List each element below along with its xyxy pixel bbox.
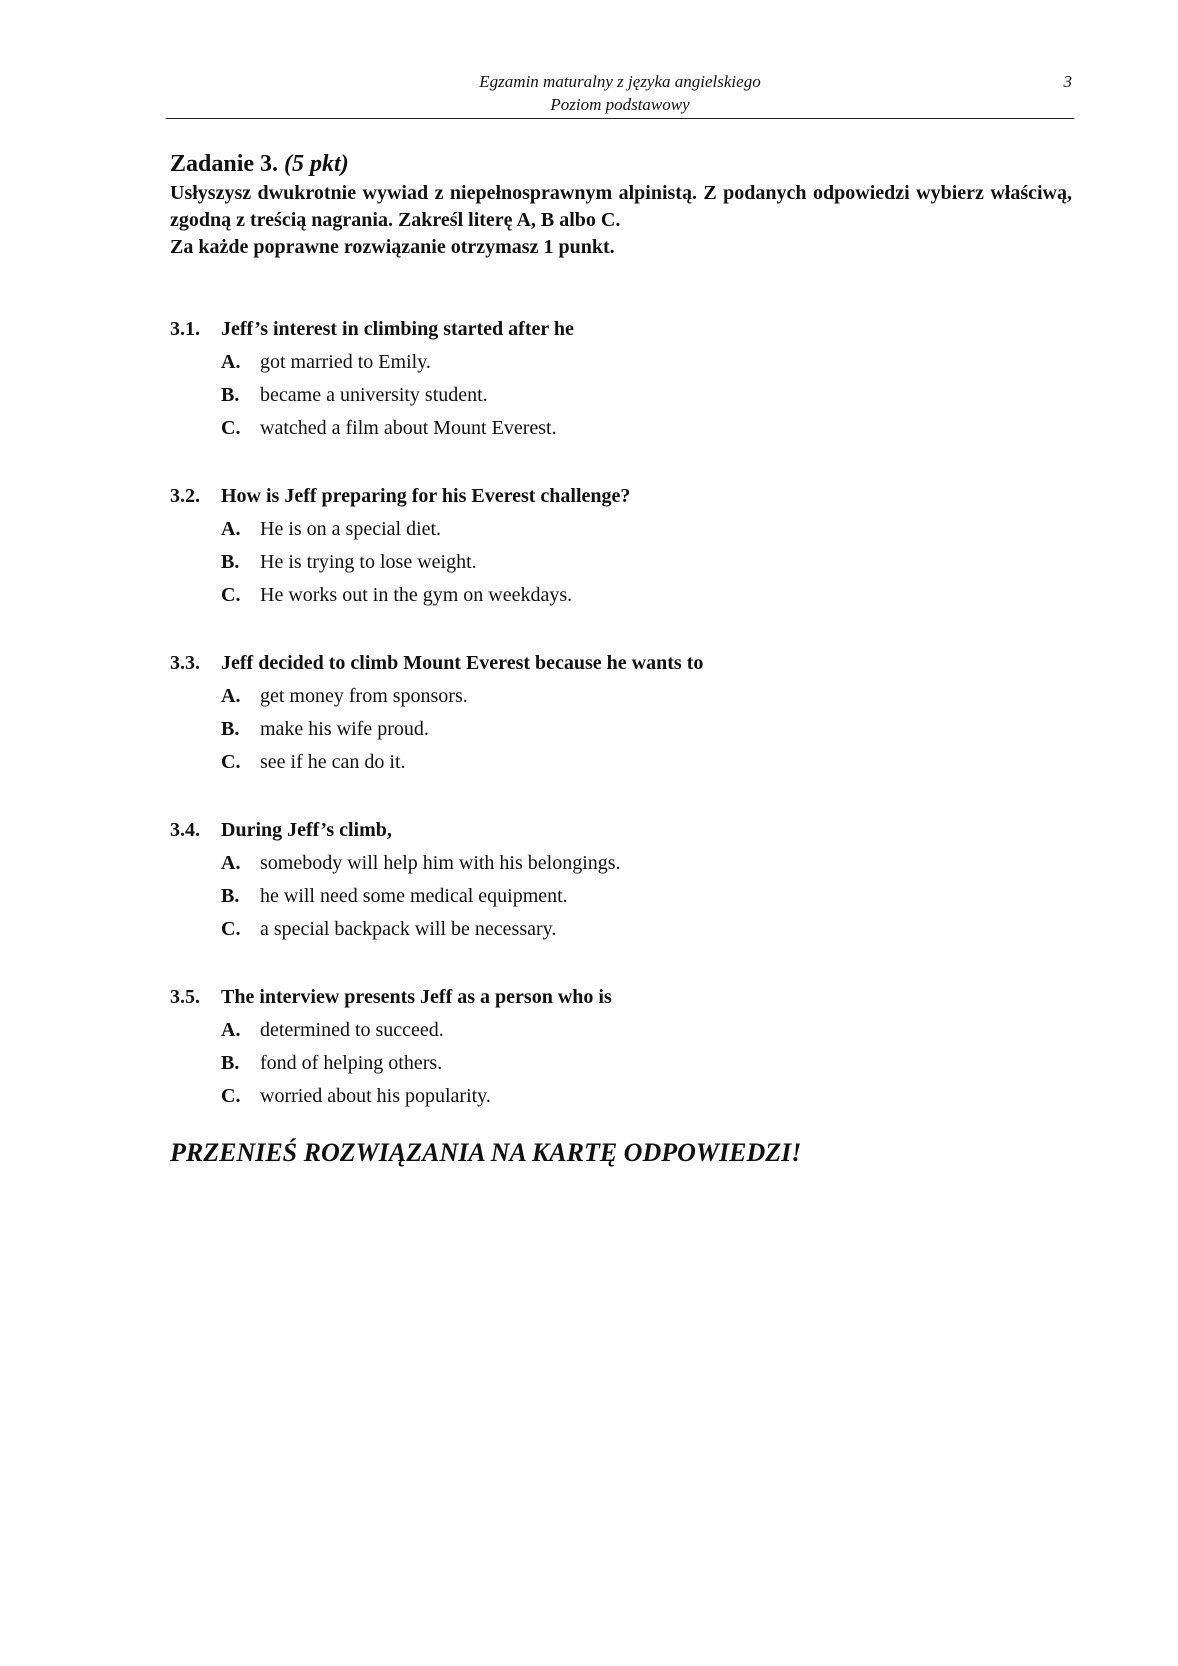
answer-option-b[interactable]: [170, 546, 1072, 579]
option-text: get money from sponsors.: [260, 685, 468, 707]
option-text: see if he can do it.: [260, 751, 406, 773]
question-heading: [170, 313, 1072, 346]
option-text: somebody will help him with his belongings.: [260, 852, 621, 874]
exam-level: Poziom podstawowy: [550, 95, 690, 114]
answer-option-a[interactable]: [170, 513, 1072, 546]
question-3-4: [170, 814, 1072, 946]
option-letter: B.: [221, 551, 240, 573]
option-text: worried about his popularity.: [260, 1085, 491, 1107]
answer-options: [170, 1014, 1072, 1113]
question-heading: [170, 480, 1072, 513]
answer-option-b[interactable]: [170, 379, 1072, 412]
question-text: The interview presents Jeff as a person who is: [221, 986, 612, 1008]
option-text: He is on a special diet.: [260, 518, 442, 540]
answer-options: [170, 513, 1072, 612]
answer-options: [170, 346, 1072, 445]
answer-option-a[interactable]: [170, 1014, 1072, 1047]
option-letter: B.: [221, 1052, 240, 1074]
question-3-2: [170, 480, 1072, 612]
task-title: [170, 148, 349, 180]
option-text: became a university student.: [260, 384, 488, 406]
question-text: Jeff’s interest in climbing started after he: [221, 318, 574, 340]
option-letter: C.: [221, 417, 241, 439]
question-heading: [170, 981, 1072, 1014]
answer-option-a[interactable]: [170, 680, 1072, 713]
option-letter: C.: [221, 1085, 241, 1107]
option-text: He works out in the gym on weekdays.: [260, 584, 573, 606]
exam-title: Egzamin maturalny z języka angielskiego: [479, 72, 761, 91]
page-header: [166, 70, 1074, 119]
option-letter: A.: [221, 351, 241, 373]
option-text: a special backpack will be necessary.: [260, 918, 557, 940]
option-letter: B.: [221, 885, 240, 907]
option-text: make his wife proud.: [260, 718, 429, 740]
answer-option-c[interactable]: [170, 1080, 1072, 1113]
answer-option-c[interactable]: [170, 746, 1072, 779]
option-letter: C.: [221, 751, 241, 773]
question-3-1: [170, 313, 1072, 445]
answer-options: [170, 847, 1072, 946]
question-text: Jeff decided to climb Mount Everest because he wants to: [221, 652, 704, 674]
transfer-answers-note: PRZENIEŚ ROZWIĄZANIA NA KARTĘ ODPOWIEDZI!: [170, 1138, 802, 1167]
question-number: 3.2.: [170, 485, 200, 507]
option-letter: A.: [221, 518, 241, 540]
question-list: [170, 313, 1072, 1148]
option-letter: A.: [221, 852, 241, 874]
option-letter: B.: [221, 384, 240, 406]
option-letter: A.: [221, 1019, 241, 1041]
option-letter: C.: [221, 918, 241, 940]
option-text: He is trying to lose weight.: [260, 551, 477, 573]
task-points: (5 pkt): [284, 151, 349, 177]
answer-option-b[interactable]: [170, 1047, 1072, 1080]
answer-options: [170, 680, 1072, 779]
page-number: 3: [1063, 72, 1072, 91]
answer-option-c[interactable]: [170, 913, 1072, 946]
answer-option-c[interactable]: [170, 412, 1072, 445]
answer-option-b[interactable]: [170, 880, 1072, 913]
question-heading: [170, 814, 1072, 847]
option-text: fond of helping others.: [260, 1052, 443, 1074]
scoring-note: Za każde poprawne rozwiązanie otrzymasz 1 punkt.: [170, 236, 615, 258]
option-letter: B.: [221, 718, 240, 740]
answer-option-c[interactable]: [170, 579, 1072, 612]
question-number: 3.1.: [170, 318, 200, 340]
option-text: he will need some medical equipment.: [260, 885, 568, 907]
question-number: 3.3.: [170, 652, 200, 674]
option-letter: C.: [221, 584, 241, 606]
question-3-5: [170, 981, 1072, 1113]
option-text: watched a film about Mount Everest.: [260, 417, 557, 439]
option-letter: A.: [221, 685, 241, 707]
question-number: 3.5.: [170, 986, 200, 1008]
instruction-text: Usłyszysz dwukrotnie wywiad z niepełnosprawnym alpinistą. Z podanych odpowiedzi wybierz właściwą, zgodną z treścią nagrania. Zakreśl literę A, B albo C.: [170, 182, 1072, 231]
question-heading: [170, 647, 1072, 680]
task-title-label: Zadanie 3.: [170, 151, 279, 177]
option-text: got married to Emily.: [260, 351, 431, 373]
task-instructions: [170, 180, 1072, 261]
answer-option-a[interactable]: [170, 346, 1072, 379]
answer-option-b[interactable]: [170, 713, 1072, 746]
question-text: How is Jeff preparing for his Everest challenge?: [221, 485, 631, 507]
question-3-3: [170, 647, 1072, 779]
question-text: During Jeff’s climb,: [221, 819, 392, 841]
answer-option-a[interactable]: [170, 847, 1072, 880]
option-text: determined to succeed.: [260, 1019, 444, 1041]
question-number: 3.4.: [170, 819, 200, 841]
